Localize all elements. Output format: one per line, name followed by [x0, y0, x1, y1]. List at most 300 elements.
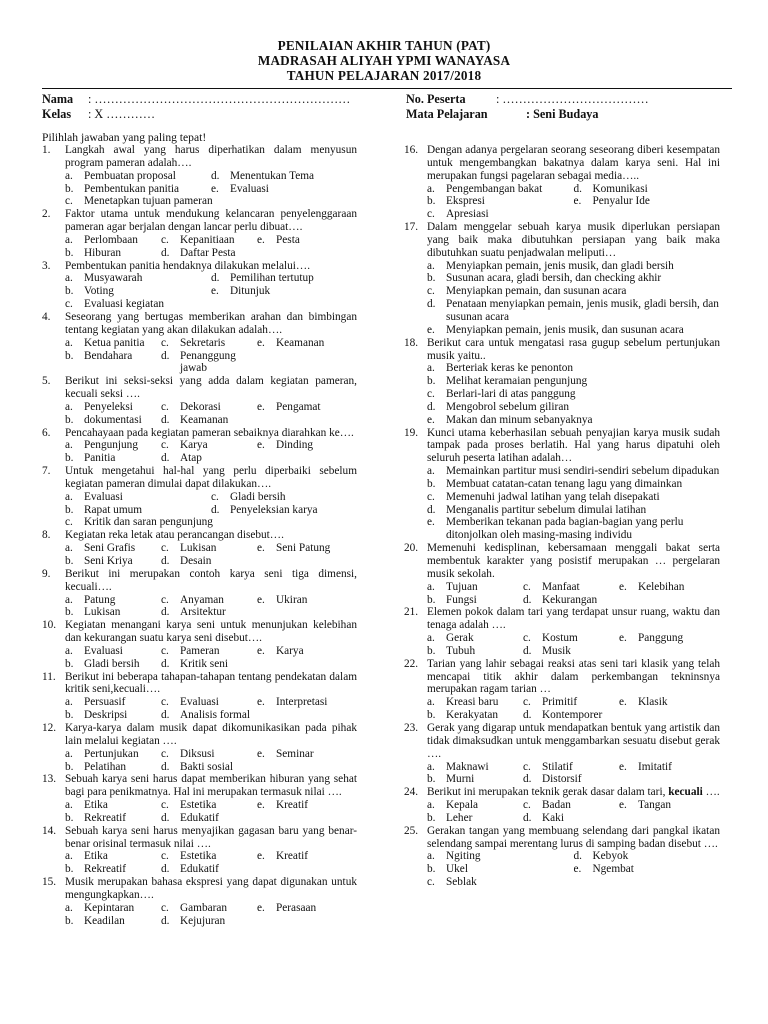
question-stem	[404, 658, 720, 697]
option-letter: d.	[211, 503, 220, 516]
answer-option	[427, 272, 720, 285]
answer-option	[161, 594, 257, 607]
option-letter: a.	[65, 644, 73, 657]
question-text: Berikut ini seksi-seksi yang adda dalam kegiatan pameran, kecuali seksi ….	[65, 375, 357, 401]
answer-option	[161, 555, 257, 568]
option-text: Susunan acara, gladi bersih, dan checking akhir	[446, 272, 662, 285]
question-text: Elemen pokok dalam tari yang terdapat unsur ruang, waktu dan tenaga adalah ….	[427, 606, 720, 632]
option-text: Kepanitiaan	[180, 233, 235, 246]
answer-option	[161, 812, 257, 825]
option-text: dokumentasi	[84, 413, 142, 426]
answer-option	[257, 850, 308, 863]
option-text: Pertunjukan	[84, 747, 139, 760]
answer-options	[42, 594, 357, 620]
option-text: Diksusi	[180, 747, 215, 760]
option-letter: a.	[65, 901, 73, 914]
option-letter: a.	[427, 850, 435, 863]
option-text: Perlombaan	[84, 233, 138, 246]
option-text: Ngembat	[592, 863, 634, 876]
option-text: Maknawi	[446, 760, 489, 773]
header-divider	[42, 88, 732, 89]
answer-option	[523, 761, 619, 774]
question-text: Untuk mengetahui hal-hal yang perlu diperbaiki sebelum kegiatan pameran dimulai dapat dilakukan….	[65, 465, 357, 490]
answer-option	[257, 337, 324, 350]
question-number: 15.	[42, 876, 57, 889]
answer-option	[427, 632, 523, 645]
option-text: Kritik seni	[180, 657, 229, 670]
answer-option	[523, 709, 619, 722]
option-text: Evaluasi	[84, 490, 123, 503]
option-letter: d.	[161, 709, 170, 722]
option-letter: b.	[65, 709, 74, 722]
answer-option	[257, 542, 330, 555]
answer-option	[257, 401, 321, 414]
option-text: Evaluasi	[84, 644, 123, 657]
option-letter: c.	[523, 632, 531, 645]
option-text: Penyalur Ide	[592, 195, 650, 208]
option-text: Persuasif	[84, 696, 126, 709]
option-text: Penyeleksian karya	[230, 503, 318, 516]
answer-option	[427, 375, 720, 388]
answer-option	[65, 645, 161, 658]
option-text: Estetika	[180, 799, 217, 812]
option-letter: d.	[161, 349, 170, 362]
option-letter: d.	[523, 773, 532, 786]
option-letter: e.	[257, 400, 265, 413]
option-text: Menyiapkan pemain, jenis musik, dan susunan acara	[446, 323, 684, 336]
answer-option	[65, 414, 161, 427]
question-number: 17.	[404, 221, 419, 234]
option-letter: a.	[427, 465, 435, 478]
option-text: Memberikan tekanan pada bagian-bagian yang perlu ditonjolkan oleh masing-masing individu	[446, 516, 684, 542]
instruction: Pilihlah jawaban yang paling tepat!	[42, 131, 207, 144]
option-letter: c.	[65, 298, 73, 311]
question-text: Dengan adanya pergelaran seorang seseorang diberi kesempatan untuk mengembangkan bakatnya dalam karya seni. Hal ini merupakan fungsi pagelaran sebagai media…..	[427, 144, 720, 182]
answer-option	[161, 658, 257, 671]
answer-option	[161, 337, 257, 350]
answer-options	[404, 696, 720, 722]
option-text: Memenuhi jadwal latihan yang telah disepakati	[446, 490, 660, 503]
question-stem	[404, 337, 720, 363]
option-letter: a.	[65, 490, 73, 503]
option-letter: a.	[65, 747, 73, 760]
question	[404, 144, 720, 221]
option-letter: e.	[257, 593, 265, 606]
answer-option	[65, 696, 161, 709]
option-text: Kelebihan	[638, 580, 685, 593]
answer-option	[427, 362, 720, 375]
answer-option	[65, 799, 161, 812]
answer-option	[574, 863, 721, 876]
question-text: Dalam menggelar sebuah karya musik diperlukan persiapan yang baik maka dibutuhkan persiapan yang baik maka dibutuhkan suatu penjadwalan meliputi…	[427, 221, 720, 259]
option-text: Interpretasi	[276, 696, 328, 709]
question-stem	[42, 722, 357, 748]
question-number: 22.	[404, 657, 419, 670]
question-stem	[404, 221, 720, 260]
answer-option	[427, 388, 720, 401]
question-text: Musik merupakan bahasa ekspresi yang dapat digunakan untuk mengungkapkan….	[65, 876, 357, 901]
option-text: Dekorasi	[180, 400, 221, 413]
question-number: 9.	[42, 567, 51, 580]
answer-option	[427, 208, 720, 221]
option-text: Pembuatan proposal	[84, 169, 176, 182]
question-stem	[404, 606, 720, 632]
question-text: Pembentukan panitia hendaknya dilakukan melalui….	[65, 259, 311, 272]
option-text: Seni Grafis	[84, 542, 136, 555]
answer-option	[65, 516, 357, 529]
question-stem	[404, 825, 720, 851]
option-text: Evaluasi	[230, 182, 269, 195]
question-stem	[42, 465, 357, 491]
question-text: Langkah awal yang harus diperhatikan dalam menyusun program pameran adalah….	[65, 144, 357, 169]
question-text: Berikut ini merupakan teknik gerak dasar dalam tari, kecuali ….	[427, 786, 720, 799]
option-text: Musyawarah	[84, 272, 143, 285]
option-text: Estetika	[180, 850, 217, 863]
answer-option	[161, 439, 257, 452]
question	[42, 311, 357, 375]
answer-options	[404, 362, 720, 426]
question	[42, 208, 357, 259]
answer-option	[161, 414, 257, 427]
answer-option	[211, 272, 357, 285]
option-letter: d.	[161, 863, 170, 876]
option-text: Ekspresi	[446, 195, 485, 208]
option-letter: c.	[427, 876, 435, 889]
answer-option	[619, 581, 684, 594]
kelas-row	[42, 107, 156, 121]
option-text: Pameran	[180, 644, 220, 657]
answer-option	[427, 491, 720, 504]
option-letter: e.	[427, 413, 435, 426]
option-letter: b.	[427, 272, 436, 285]
answer-option	[257, 696, 327, 709]
question-stem	[404, 144, 720, 183]
option-text: Komunikasi	[592, 182, 648, 195]
option-letter: c.	[523, 696, 531, 709]
answer-option	[427, 324, 720, 337]
answer-option	[523, 632, 619, 645]
answer-option	[427, 581, 523, 594]
answer-options	[42, 850, 357, 876]
option-letter: c.	[161, 850, 169, 863]
answer-options	[42, 272, 357, 311]
option-text: Menentukan Tema	[230, 169, 315, 182]
option-letter: a.	[427, 760, 435, 773]
option-text: Manfaat	[542, 580, 580, 593]
question-number: 3.	[42, 259, 51, 272]
question-stem	[42, 773, 357, 799]
option-letter: a.	[427, 580, 435, 593]
question-stem	[42, 208, 357, 234]
answer-options	[42, 170, 357, 209]
question	[42, 465, 357, 529]
option-text: Leher	[446, 811, 473, 824]
question-text: Sebuah karya seni harus menyajikan gagasan baru yang benar-benar orisinal termasuk nilai ….	[65, 824, 357, 850]
question-stem	[42, 619, 357, 645]
option-text: Kreatif	[276, 850, 308, 863]
kelas-value: : X …………	[88, 107, 156, 121]
option-text: Kaki	[542, 811, 564, 824]
option-letter: b.	[65, 182, 74, 195]
question-column-right	[404, 144, 720, 889]
option-text: Daftar Pesta	[180, 246, 236, 259]
option-text: Badan	[542, 799, 571, 812]
option-letter: b.	[65, 606, 74, 619]
answer-option	[65, 285, 211, 298]
question-number: 10.	[42, 619, 57, 632]
option-letter: b.	[427, 773, 436, 786]
option-letter: e.	[257, 799, 265, 812]
option-text: Anyaman	[180, 593, 224, 606]
answer-option	[427, 761, 523, 774]
option-letter: c.	[427, 490, 435, 503]
answer-option	[65, 542, 161, 555]
option-letter: c.	[523, 799, 531, 812]
answer-option	[523, 812, 619, 825]
option-letter: e.	[573, 863, 582, 876]
question-number: 18.	[404, 336, 419, 349]
option-text: Edukatif	[180, 863, 219, 876]
question-stem	[42, 825, 357, 851]
answer-option	[427, 812, 523, 825]
answer-option	[427, 260, 720, 273]
option-text: Ngiting	[446, 850, 481, 863]
answer-option	[427, 465, 720, 478]
question-number: 13.	[42, 773, 57, 786]
answer-option	[65, 812, 161, 825]
option-text: Keamanan	[276, 336, 325, 349]
question-stem	[42, 876, 357, 902]
answer-option	[427, 516, 720, 542]
question	[404, 825, 720, 889]
option-letter: e.	[257, 439, 265, 452]
answer-option	[257, 439, 313, 452]
option-letter: c.	[161, 439, 169, 452]
answer-option	[161, 748, 257, 761]
answer-option	[161, 350, 257, 376]
option-letter: a.	[65, 233, 73, 246]
option-letter: b.	[65, 863, 74, 876]
option-letter: d.	[161, 413, 170, 426]
answer-option	[619, 696, 668, 709]
option-text: Seblak	[446, 876, 477, 889]
question-column-left	[42, 144, 357, 927]
question	[42, 825, 357, 876]
option-letter: b.	[65, 413, 74, 426]
question-stem	[42, 427, 357, 440]
option-letter: a.	[427, 696, 435, 709]
answer-option	[427, 773, 523, 786]
option-letter: b.	[427, 593, 436, 606]
answer-option	[427, 414, 720, 427]
option-letter: a.	[427, 632, 435, 645]
option-text: Evaluasi	[180, 696, 219, 709]
question	[404, 427, 720, 543]
option-text: Pesta	[276, 233, 300, 246]
question-text: Seseorang yang bertugas memberikan arahan dan bimbingan tentang kegiatan yang akan dilakukan adalah….	[65, 310, 357, 336]
option-text: Pengunjung	[84, 439, 138, 452]
option-letter: e.	[257, 336, 265, 349]
option-letter: c.	[427, 208, 435, 221]
question-stem	[42, 260, 357, 273]
question-text: Kunci utama keberhasilan sebuah penyajian karya musik sudah tampak pada proses berlatih. Hal yang harus dipatuhi oleh seluruh peserta latihan adalah…	[427, 426, 720, 465]
option-text: Atap	[180, 452, 202, 465]
option-letter: e.	[619, 799, 627, 812]
question-text: Kegiatan reka letak atau perancangan disebut….	[65, 529, 284, 542]
answer-options	[42, 491, 357, 530]
kelas-label: Kelas	[42, 107, 72, 121]
answer-option	[161, 645, 257, 658]
answer-option	[65, 902, 161, 915]
answer-option	[161, 234, 257, 247]
question-stem	[42, 375, 357, 401]
option-letter: d.	[161, 452, 170, 465]
answer-option	[65, 709, 161, 722]
question-number: 4.	[42, 310, 51, 323]
option-text: Membuat catatan-catan tenang lagu yang dimainkan	[446, 477, 683, 490]
question-text: Faktor utama untuk mendukung kelancaran penyelenggaraan pameran agar berjalan dengan lancar perlu dibuat….	[65, 208, 357, 234]
option-letter: a.	[65, 336, 73, 349]
option-letter: b.	[65, 760, 74, 773]
option-letter: c.	[427, 285, 435, 298]
answer-option	[427, 799, 523, 812]
option-letter: b.	[427, 863, 436, 876]
option-letter: d.	[161, 811, 170, 824]
question	[42, 529, 357, 568]
answer-option	[65, 658, 161, 671]
option-letter: d.	[427, 298, 436, 311]
option-text: Mengobrol sebelum giliran	[446, 400, 569, 413]
option-letter: e.	[619, 760, 627, 773]
option-text: Kreasi baru	[446, 696, 499, 709]
question	[404, 786, 720, 825]
answer-option	[427, 709, 523, 722]
answer-option	[65, 183, 211, 196]
option-letter: c.	[161, 400, 169, 413]
option-letter: e.	[619, 632, 627, 645]
answer-option	[523, 645, 619, 658]
option-text: Kekurangan	[542, 593, 598, 606]
option-letter: b.	[65, 811, 74, 824]
option-text: Kerakyatan	[446, 709, 499, 722]
option-letter: c.	[65, 195, 73, 208]
answer-option	[161, 709, 257, 722]
option-text: Penataan menyiapkan pemain, jenis musik, gladi bersih, dan susunan acara	[446, 298, 719, 323]
option-letter: e.	[257, 542, 265, 555]
answer-option	[427, 183, 574, 196]
answer-option	[211, 504, 357, 517]
question-stem	[42, 311, 357, 337]
option-letter: e.	[211, 182, 219, 195]
answer-option	[427, 863, 574, 876]
option-text: Panitia	[84, 452, 116, 465]
option-letter: c.	[161, 644, 169, 657]
answer-option	[619, 799, 671, 812]
question-text: Gerak yang digarap untuk mendapatkan bentuk yang artistik dan tidak dimaksudkan untuk menggambarkan sesuatu disebut gerak ….	[427, 721, 720, 760]
option-text: Kritik dan saran pengunjung	[84, 516, 213, 529]
option-letter: b.	[65, 452, 74, 465]
nama-value: : ………………………………………………………	[88, 92, 351, 106]
answer-option	[161, 247, 257, 260]
option-text: Penanggung jawab	[180, 349, 236, 375]
question-number: 25.	[404, 824, 419, 837]
option-text: Stilatif	[542, 760, 573, 773]
question-stem	[42, 671, 357, 697]
answer-option	[161, 606, 257, 619]
question-stem	[404, 427, 720, 466]
answer-option	[257, 799, 308, 812]
answer-option	[65, 272, 211, 285]
option-text: Perasaan	[276, 901, 317, 914]
answer-option	[619, 761, 672, 774]
question	[42, 375, 357, 426]
answer-options	[42, 696, 357, 722]
question-stem	[42, 144, 357, 170]
option-letter: a.	[65, 272, 73, 285]
option-text: Seni Patung	[276, 542, 331, 555]
question-text: Sebuah karya seni harus dapat memberikan hiburan yang sehat bagi para penikmatnya. Hal ini merupakan termasuk nilai ….	[65, 773, 357, 799]
option-text: Kontemporer	[542, 709, 603, 722]
answer-options	[42, 748, 357, 774]
question	[404, 542, 720, 606]
option-text: Seni Kriya	[84, 555, 133, 567]
option-letter: e.	[619, 580, 627, 593]
answer-option	[161, 863, 257, 876]
answer-options	[42, 234, 357, 260]
option-letter: e.	[257, 850, 265, 863]
question	[42, 568, 357, 619]
question-number: 6.	[42, 426, 51, 439]
answer-option	[574, 183, 721, 196]
answer-option	[65, 337, 161, 350]
answer-option	[65, 234, 161, 247]
option-letter: d.	[523, 811, 532, 824]
question	[404, 337, 720, 427]
academic-year: TAHUN PELAJARAN 2017/2018	[286, 68, 482, 83]
option-text: Ditunjuk	[230, 285, 271, 298]
answer-option	[65, 748, 161, 761]
option-letter: b.	[65, 246, 74, 259]
option-text: Gladi bersih	[230, 490, 286, 503]
option-text: Pelatihan	[84, 760, 127, 773]
peserta-row	[406, 92, 649, 106]
answer-option	[65, 863, 161, 876]
option-letter: d.	[427, 503, 436, 516]
option-letter: c.	[65, 516, 73, 529]
option-text: Makan dan minum sebanyaknya	[446, 413, 593, 426]
question-stem	[42, 529, 357, 542]
option-letter: a.	[65, 400, 73, 413]
option-text: Menyiapkan pemain, jenis musik, dan gladi bersih	[446, 259, 674, 272]
option-text: Kostum	[542, 632, 578, 645]
option-text: Hiburan	[84, 246, 122, 259]
question-stem	[404, 722, 720, 761]
option-letter: a.	[65, 169, 73, 182]
answer-option	[574, 850, 721, 863]
option-text: Menyiapkan pemain, dan susunan acara	[446, 285, 627, 298]
answer-option	[427, 285, 720, 298]
answer-option	[523, 594, 619, 607]
answer-options	[42, 799, 357, 825]
option-text: Pengembangan bakat	[446, 182, 543, 195]
nama-label: Nama	[42, 92, 74, 106]
option-text: Kreatif	[276, 799, 308, 812]
option-letter: a.	[65, 542, 73, 555]
question	[42, 722, 357, 773]
answer-option	[65, 555, 161, 568]
answer-option	[65, 491, 211, 504]
answer-option	[65, 606, 161, 619]
